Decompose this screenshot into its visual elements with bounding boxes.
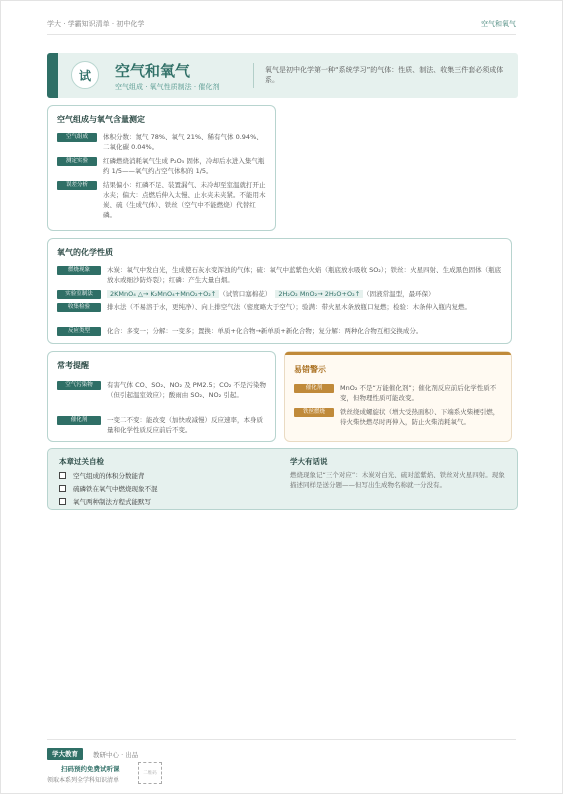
- mistakes-text: 铁丝绕成螺旋状（增大受热面积）、下端系火柴梗引燃，待火柴快燃尽时再伸入，防止火柴消耗氧气。: [340, 408, 500, 426]
- mistakes-tag: 铁丝燃烧: [294, 408, 334, 417]
- composition-row: [57, 132, 267, 152]
- properties-title: 氧气的化学性质: [57, 248, 113, 257]
- reminders-text: 一变二不变：能改变（加快或减慢）反应速率，本身质量和化学性质反应前后不变。: [107, 416, 263, 434]
- teacher-text: 燃烧现象记“三个对应”：木炭对白光、硫对蓝紫焰、铁丝对火星四射。现象描述同样是送分题——但写出生成物名称就一分没有。: [290, 471, 505, 489]
- chapter-banner: [47, 53, 518, 98]
- mistakes-row: [294, 383, 503, 403]
- properties-text: 木炭：氧气中发白光，生成使石灰水变浑浊的气体；硫：氧气中蓝紫色火焰（瓶底放水吸收 SO₂）；铁丝：火星四射、生成黑色固体（瓶底放水或细沙防炸裂）；红磷：产生大量白烟。: [107, 266, 502, 284]
- composition-tag: 测定实验: [57, 157, 97, 166]
- selfcheck-item[interactable]: [59, 484, 158, 493]
- properties-row: [57, 289, 503, 299]
- properties-tag: 收集检验: [57, 303, 101, 312]
- composition-row: [57, 180, 267, 220]
- reminders-tag: 催化剂: [57, 416, 101, 425]
- mistakes-accent-bar: [285, 352, 511, 355]
- composition-text: 结果偏小：红磷不足、装置漏气、未冷却至室温就打开止水夹；偏大：点燃后伸入太慢、止水夹未夹紧。不能用木炭、硫（生成气体）、铁丝（空气中不能燃烧）代替红磷。: [103, 181, 266, 219]
- qr-code-icon[interactable]: 二维码: [138, 762, 162, 784]
- composition-tag: 空气组成: [57, 133, 97, 142]
- footer-divider: [47, 739, 516, 740]
- properties-tag: 实验室制法: [57, 290, 101, 299]
- running-header-left: 学大 · 学霸知识清单 · 初中化学: [47, 20, 145, 28]
- reminders-title: 常考提醒: [57, 361, 89, 370]
- composition-text: 红磷燃烧消耗氧气生成 P₂O₅ 固体，冷却后水进入集气瓶约 1/5——氧气约占空气体积的 1/5。: [103, 157, 265, 175]
- properties-text: 化合：多变一；分解：一变多；置换：单质+化合物→新单质+新化合物；复分解：两种化合物互相交换成分。: [107, 327, 423, 335]
- mistakes-text: MnO₂ 不是“万能催化剂”；催化剂反应前后化学性质不变，但物理性质可能改变。: [340, 384, 497, 402]
- composition-title: 空气组成与氧气含量测定: [57, 115, 145, 124]
- chapter-badge: 试: [71, 61, 99, 89]
- footer-cta[interactable]: 扫码预约免费试听课: [61, 765, 120, 773]
- banner-description: 氧气是初中化学第一种“系统学习”的气体：性质、制法、收集三件套必须成体系。: [265, 66, 504, 84]
- running-header-right: 空气和氧气: [481, 20, 516, 28]
- selfcheck-label: 硫磷铁在氧气中燃烧现象不混: [73, 485, 158, 493]
- composition-tag: 误差分析: [57, 181, 97, 190]
- properties-row: [57, 302, 503, 312]
- checkbox-icon[interactable]: [59, 472, 66, 479]
- properties-row: [57, 326, 503, 336]
- mistakes-tag: 催化剂: [294, 384, 334, 393]
- page-title: 空气和氧气: [115, 62, 191, 80]
- equation-kmno4: [107, 289, 435, 299]
- footer-subtext: 领取本系列全学科知识清单: [47, 777, 120, 784]
- page-subtitle: 空气组成 · 氧气性质制法 · 催化剂: [115, 83, 220, 91]
- composition-text: 体积分数：氮气 78%、氧气 21%、稀有气体 0.94%、二氧化碳 0.04%。: [103, 133, 263, 151]
- reminders-tag: 空气污染物: [57, 381, 101, 390]
- properties-row: [57, 265, 503, 285]
- equation-box: 2KMnO₄ △→ K₂MnO₄+MnO₂+O₂↑: [107, 290, 219, 298]
- checkbox-icon[interactable]: [59, 498, 66, 505]
- mistakes-card: [284, 351, 512, 442]
- reminders-row: [57, 415, 267, 435]
- composition-card: [47, 105, 276, 231]
- selfcheck-title: 本章过关自检: [59, 457, 104, 466]
- properties-tag: 燃烧现象: [57, 266, 101, 275]
- equation-box: 2H₂O₂ MnO₂→ 2H₂O+O₂↑: [275, 290, 363, 298]
- checkbox-icon[interactable]: [59, 485, 66, 492]
- banner-accent-bar: [47, 53, 58, 98]
- selfcheck-item[interactable]: [59, 497, 151, 506]
- summary-panel: [47, 448, 518, 510]
- properties-tag: 反应类型: [57, 327, 101, 336]
- reminders-card: [47, 351, 276, 442]
- selfcheck-label: 氧气两种制法方程式能默写: [73, 498, 151, 506]
- properties-card: [47, 238, 512, 344]
- selfcheck-item[interactable]: [59, 471, 145, 480]
- equation-note: （固液常温型，最环保）: [363, 290, 435, 298]
- header-divider: [47, 34, 516, 35]
- brand-logo: 学大教育: [47, 748, 83, 760]
- footer-org: 教研中心 · 出品: [93, 751, 139, 759]
- selfcheck-label: 空气组成的体积分数能背: [73, 472, 145, 480]
- reminders-text: 有害气体 CO、SO₂、NO₂ 及 PM2.5；CO₂ 不是污染物（但引起温室效应）；酸雨由 SO₂、NO₂ 引起。: [107, 381, 266, 399]
- equation-note: （试管口塞棉花）: [219, 290, 272, 298]
- properties-text: 排水法（不易溶于水，更纯净）、向上排空气法（密度略大于空气）；验满：带火星木条放瓶口复燃；检验：木条伸入瓶内复燃。: [107, 303, 471, 311]
- mistakes-row: [294, 407, 503, 427]
- reminders-row: [57, 380, 267, 400]
- mistakes-title: 易错警示: [294, 365, 326, 374]
- banner-divider: [253, 63, 254, 88]
- composition-row: [57, 156, 267, 176]
- teacher-title: 学大有话说: [290, 457, 328, 466]
